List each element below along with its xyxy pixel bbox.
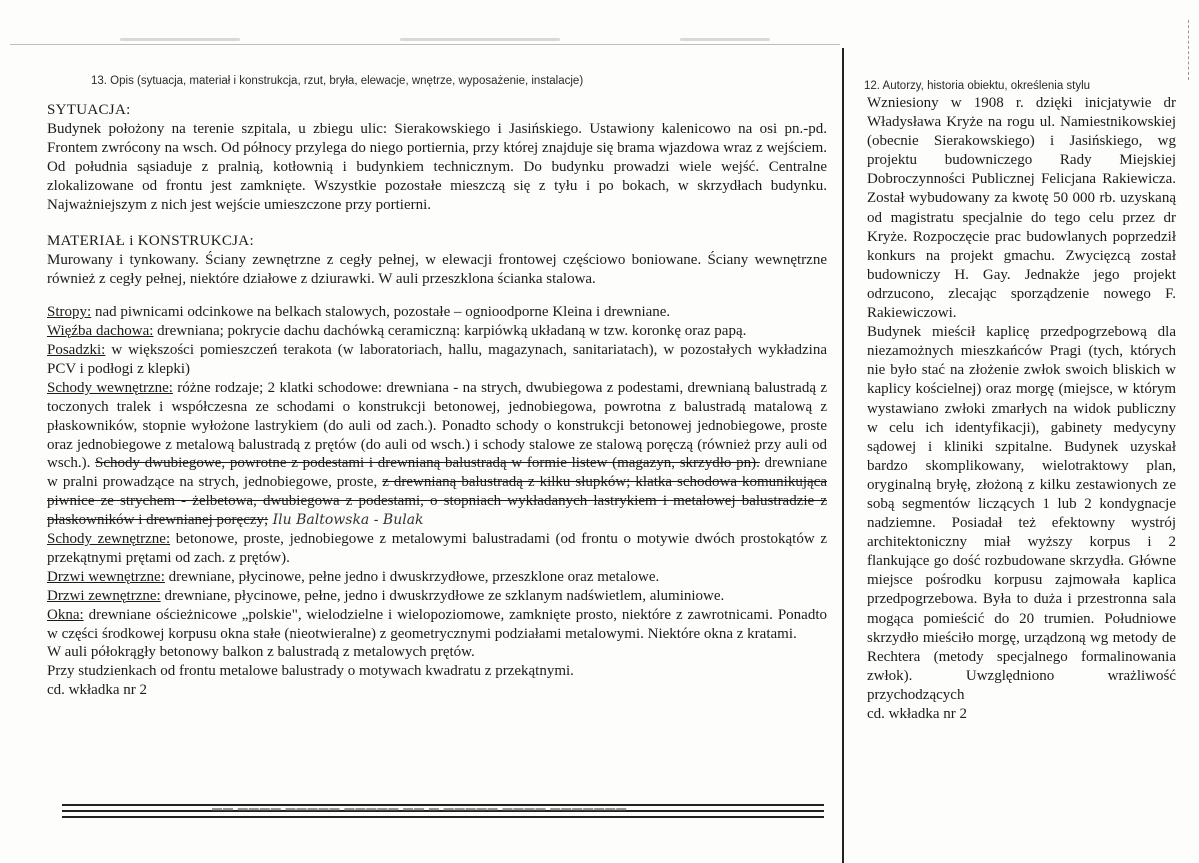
okna-text: drewniane ościeżnicowe „polskie", wielodzielne i wielopoziomowe, zamknięte prosto, niektóre z zawrotnicami. Ponadto w części środkowej korpusu okna stałe (nieotwieralne) z geometrycznymi podziałami metalowymi. Niektóre okna z kratami. (47, 606, 827, 642)
drzwi-zewnetrzne-label: Drzwi zewnętrzne: (47, 587, 161, 604)
scan-artifact (120, 38, 240, 41)
mirrored-text-artifact: ▬▬ ▬▬▬▬ ▬▬▬▬▬ ▬▬▬▬▬ ▬▬ ▬ ▬▬▬▬▬ ▬▬▬▬ ▬▬▬▬▬▬▬ (212, 805, 628, 816)
material-heading: MATERIAŁ i KONSTRUKCJA: (47, 233, 254, 250)
material-text: Murowany i tynkowany. Ściany zewnętrzne z cegły pełnej, w elewacji frontowej częściowo boniowane. Ściany wewnętrzne również z cegły pełnej, niektóre działowe z dziurawki. W auli przeszklona ścianka stalowa. (47, 252, 827, 288)
scan-edge (1188, 20, 1195, 80)
schody-zewnetrzne-label: Schody zewnętrzne: (47, 531, 171, 548)
struck-text: Schody dwubiegowe, powrotne z podestami i drewnianą balustradą w formie listew (magazyn, skrzydło pn). (95, 455, 760, 472)
schody-wewnetrzne-label: Schody wewnętrzne: (47, 379, 173, 396)
history-paragraph-1: Wzniesiony w 1908 r. dzięki inicjatywie dr Władysława Kryże na rogu ul. Namiestnikowskiej (obecnie Sierakowskiego) i Jasińskiego, wg projektu budowniczego Rady Miejskiej Dobroczynności Publicznej Felicjana Rakiewicza. Został wybudowany za kwotę 50 000 rb. uzyskaną od magistratu specjalnie do tego celu przez dr Kryże. Rozpoczęcie prac budowlanych poprzedził konkurs na projekt gmachu. Zwycięzcą został budowniczy H. Gay. Jednakże jego projekt odrzucono, zlecając sporządzenie nowego F. Rakiewiczowi. (867, 95, 1176, 322)
okna-label: Okna: (47, 606, 84, 623)
scan-artifact (400, 38, 560, 41)
history-column (867, 94, 1176, 724)
drzwi-wewnetrzne-label: Drzwi wewnętrzne: (47, 568, 165, 585)
scan-artifact (680, 38, 770, 41)
schody-wewnetrzne-text: różne rodzaje; 2 klatki schodowe: drewniana - na strych, dwubiegowa z podestami, drewnianą balustradą z toczonych tralek i współczesna ze schodami o konstrukcji betonowej, jednobiegowa, powrotna z balustradą matalową z płaskowników, stopnie wyłożone lastrykiem (do auli od zach.). Ponadto schody o konstrukcji betonowej jednobiegowe, proste oraz jednobiegowe z metalową balustradą z prętów (do auli od wsch.) i schody stalowe ze stalową poręczą (również przy auli od wsch.). (47, 379, 827, 472)
wiezba-label: Więźba dachowa: (47, 323, 154, 340)
wiezba-entry (47, 322, 827, 341)
schody-zewnetrzne-text: betonowe, proste, jednobiegowe z metalowymi balustradami (od frontu o motywie dwóch prostokątów z przekątnymi prętami od zach. z prętów). (47, 531, 827, 566)
bottom-scan-band (62, 802, 824, 822)
struck-text: z drewnianą balustradą z kilku słupków; klatka schodowa komunikująca piwnice ze strychem - żelbetowa, dwubiegowa z podestami, o stopniach wykładanych lastrykiem i metalowej balustradzie z płaskowników i drewnianej poręczy; (47, 474, 827, 529)
scan-top-edge (0, 0, 1199, 48)
description-column (47, 101, 827, 700)
section-12-header: 12. Autorzy, historia obiektu, określenia stylu (864, 80, 1091, 92)
history-paragraph-2: Budynek mieścił kaplicę przedpogrzebową dla niezamożnych mieszkańców Pragi (tych, których nie było stać na złożenie zwłok swoich bliskich w kaplicy kościelnej) oraz morgę (miejsce, w którym wystawiano zwłoki zmarłych na widok publiczny w celu ich identyfikacji), gabinety medycyny sądowej i kliniki szpitalne. Budynek uzyskał bardzo skomplikowany, wielotraktowy plan, oryginalną bryłę, złożoną z kilku zestawionych ze sobą segmentów liczących 1 lub 2 kondygnacje nadziemne. Posiadał też efektowny wystrój architektoniczny miał wyższy korpus i 2 flankujące go dość rozbudowane skrzydła. Główne miejsce pośrodku korpusu zajmowała kaplica przedpogrzebowa. Była to duża i przestronna sala mogąca pomieścić do 20 trumien. Południowe skrzydło mieściło morgę, urządzoną wg metody de Rechtera (metody specjalnego formalinowania zwłok). Uwzględniono wrażliwość przychodzących (867, 324, 1176, 703)
schody-wewnetrzne-text-2: drewniane w pralni prowadzące na strych, jednobiegowe, proste, (47, 455, 828, 491)
wiezba-text: drewniana; pokrycie dachu dachówką ceramiczną: karpiówką układaną w tzw. koronkę oraz papą. (153, 323, 747, 340)
drzwi-wewnetrzne-entry (47, 568, 827, 587)
studzienki-text: Przy studzienkach od frontu metalowe balustrady o motywach kwadratu z przekątnymi. (47, 663, 574, 680)
sytuacja-heading: SYTUACJA: (47, 102, 131, 118)
continuation-note: cd. wkładka nr 2 (47, 682, 147, 699)
drzwi-zewnetrzne-text: drewniane, płycinowe, pełne, jedno i dwuskrzydłowe ze szklanym nadświetlem, aluminiowe. (160, 587, 725, 604)
posadzki-entry (47, 341, 827, 379)
posadzki-text: w większości pomieszczeń terakota (w laboratoriach, hallu, magazynach, sanitariatach), w pozostałych wykładzina PCV i podłogi z klepki) (47, 341, 827, 377)
schody-zewnetrzne-entry (47, 530, 827, 568)
stropy-label: Stropy: (47, 304, 92, 321)
posadzki-label: Posadzki: (47, 341, 106, 358)
column-divider (842, 48, 844, 863)
stropy-entry (47, 303, 827, 322)
schody-wewnetrzne-entry (47, 379, 827, 530)
okna-entry (47, 606, 827, 644)
top-rule (10, 44, 840, 45)
handwritten-note: Ilu Baltowska - Bulak (268, 512, 424, 529)
sytuacja-text: Budynek położony na terenie szpitala, u zbiegu ulic: Sierakowskiego i Jasińskiego. Ustawiony kalenicowo na osi pn.-pd. Frontem zwrócony na wsch. Od północy przylega do niego portiernia, przy której znajduje się brama wjazdowa wraz z wejściem. Od południa sąsiaduje z pralnią, kotłownią i budynkiem technicznym. Do budynku prowadzi wiele wejść. Centralne zlokalizowane od frontu jest zamknięte. Wszystkie pozostałe mieszczą się z tyłu i po bokach, w skrzydłach budynku. Najważniejszym z nich jest wejście umieszczone przy portierni. (47, 120, 827, 213)
drzwi-wewnetrzne-text: drewniane, płycinowe, pełne jedno i dwuskrzydłowe, przeszklone oraz metalowe. (164, 568, 660, 585)
aula-text: W auli półokrągły betonowy balkon z balustradą z metalowych prętów. (47, 644, 475, 661)
continuation-note-right: cd. wkładka nr 2 (867, 706, 967, 722)
band-rule (62, 816, 824, 818)
section-13-header: 13. Opis (sytuacja, materiał i konstrukcja, rzut, bryła, elewacje, wnętrze, wyposażenie, instalacje) (91, 75, 584, 87)
drzwi-zewnetrzne-entry (47, 587, 827, 606)
stropy-text: nad piwnicami odcinkowe na belkach stalowych, pozostałe – ognioodporne Kleina i drewniane. (91, 304, 671, 321)
